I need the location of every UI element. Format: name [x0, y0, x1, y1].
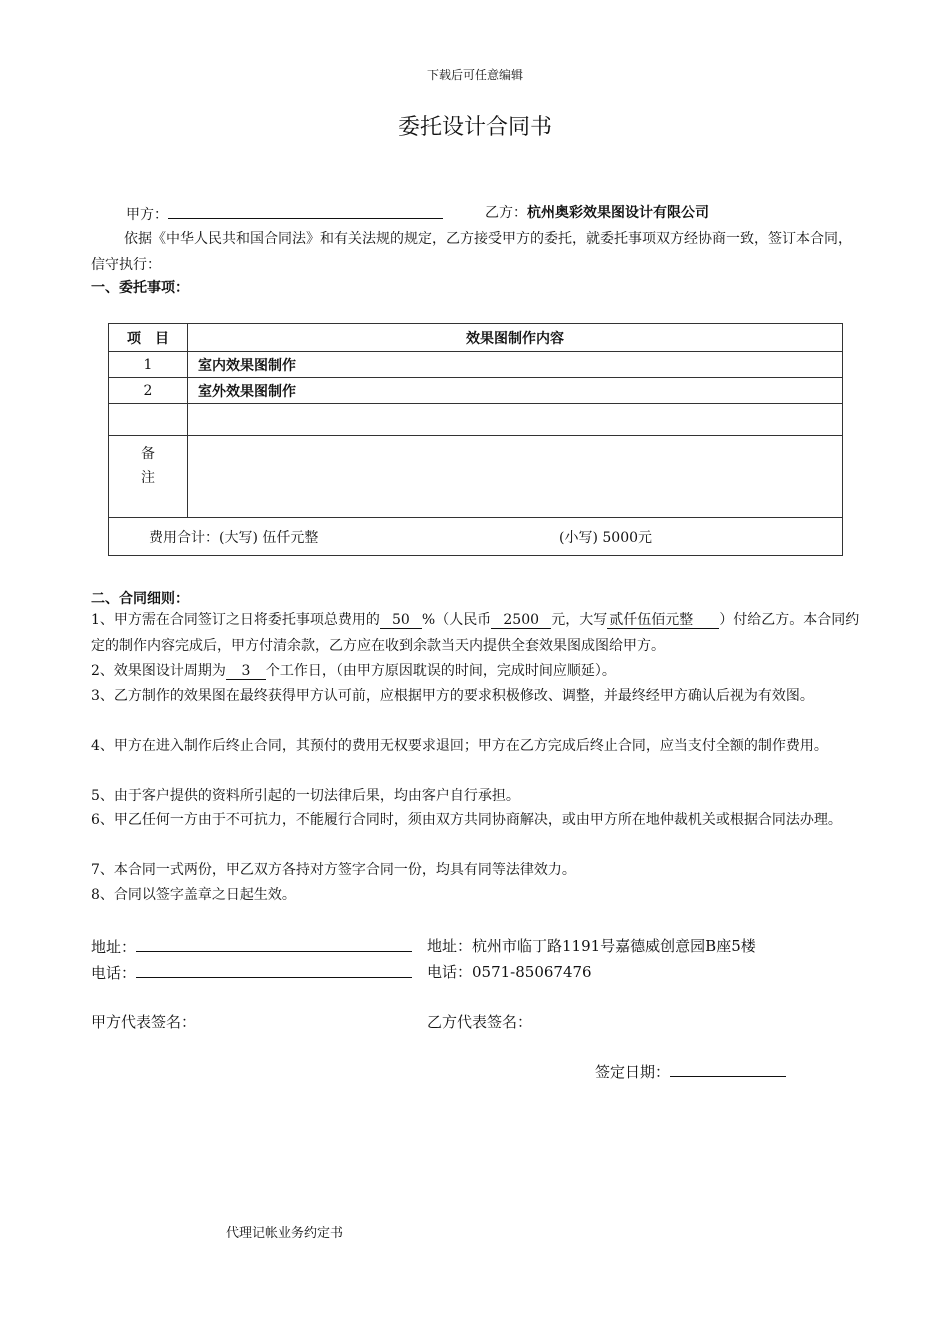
- page-title: 委托设计合同书: [397, 115, 552, 140]
- clause-7: 7、本合同一式两份，甲乙双方各持对方签字合同一份，均具有同等法律效力。: [91, 862, 576, 878]
- row-content: 室外效果图制作: [188, 378, 843, 404]
- percent-field[interactable]: 50: [380, 612, 422, 629]
- party-b-phone: 电话：0571-85067476: [427, 963, 592, 981]
- party-a-blank[interactable]: [168, 202, 443, 219]
- header-note: 下载后可任意编辑: [426, 68, 523, 82]
- section1-heading: 一、委托事项：: [91, 280, 189, 296]
- party-a-phone: 电话：: [91, 961, 412, 983]
- amount-words-field[interactable]: 贰仟伍佰元整: [607, 612, 719, 629]
- clause-3: 3、乙方制作的效果图在最终获得甲方认可前，应根据甲方的要求积极修改、调整，并最终经甲方确认后视为有效图。: [91, 688, 814, 704]
- sign-date: 签定日期：: [595, 1060, 786, 1082]
- amount-field[interactable]: 2500: [491, 612, 551, 629]
- party-b-address: 地址：杭州市临丁路1191号嘉德威创意园B座5楼: [427, 937, 756, 955]
- party-a-address-blank[interactable]: [136, 935, 412, 952]
- total-amount-number: (小写) 5000元: [559, 529, 653, 546]
- clause-1: 1、甲方需在合同签订之日将委托事项总费用的 50 %（人民币 2500 元，大写 贰仟伍佰元整 ）付给乙方。本合同约定的制作内容完成后，甲方付清余款，乙方应在收到余款当天内提供全套效果图成图给甲方。: [91, 612, 860, 654]
- clause-5: 5、由于客户提供的资料所引起的一切法律后果，均由客户自行承担。: [91, 788, 520, 804]
- total-amount-words: 费用合计：(大写) 伍仟元整: [149, 529, 319, 546]
- commission-table: [108, 323, 843, 556]
- party-b-name: 杭州奥彩效果图设计有限公司: [527, 205, 709, 221]
- clause-6: 6、甲乙任何一方由于不可抗力，不能履行合同时，须由双方共同协商解决，或由甲方所在地仲裁机关或根据合同法办理。: [91, 812, 842, 828]
- party-a-signature-label: 甲方代表签名：: [91, 1013, 197, 1031]
- footer-note: 代理记帐业务约定书: [226, 1226, 344, 1241]
- party-a-label: 甲方：: [126, 207, 168, 223]
- row-number: 1: [109, 352, 188, 378]
- party-a-phone-blank[interactable]: [136, 961, 412, 978]
- party-b-signature-label: 乙方代表签名：: [427, 1013, 533, 1031]
- table-row: [109, 378, 843, 404]
- empty-content-cell[interactable]: [188, 404, 843, 436]
- total-cell: [109, 518, 843, 556]
- header-item: 项 目: [109, 324, 188, 352]
- party-a-address: 地址：: [91, 935, 412, 957]
- remarks-row: [109, 436, 843, 518]
- remarks-label: 备 注: [109, 436, 188, 518]
- clause-2: 2、效果图设计周期为 3 个工作日，（由甲方原因耽误的时间，完成时间应顺延）。: [91, 663, 616, 679]
- clause-4: 4、甲方在进入制作后终止合同，其预付的费用无权要求退回；甲方在乙方完成后终止合同，应当支付全额的制作费用。: [91, 738, 828, 754]
- table-row-empty: [109, 404, 843, 436]
- table-row: [109, 352, 843, 378]
- row-content: 室内效果图制作: [188, 352, 843, 378]
- header-content: 效果图制作内容: [188, 324, 843, 352]
- days-field[interactable]: 3: [226, 663, 266, 680]
- sign-date-blank[interactable]: [670, 1060, 786, 1077]
- party-a-line: [126, 202, 443, 224]
- party-b-label: 乙方：: [485, 205, 527, 221]
- intro-paragraph: 依据《中华人民共和国合同法》和有关法规的规定，乙方接受甲方的委托，就委托事项双方经协商一致，签订本合同，信守执行：: [91, 231, 852, 273]
- row-number: 2: [109, 378, 188, 404]
- section2-heading: 二、合同细则：: [91, 591, 189, 607]
- clause-8: 8、合同以签字盖章之日起生效。: [91, 887, 296, 903]
- total-row: [109, 518, 843, 556]
- party-b-line: [485, 202, 709, 222]
- remarks-cell[interactable]: [188, 436, 843, 518]
- table-header-row: [109, 324, 843, 352]
